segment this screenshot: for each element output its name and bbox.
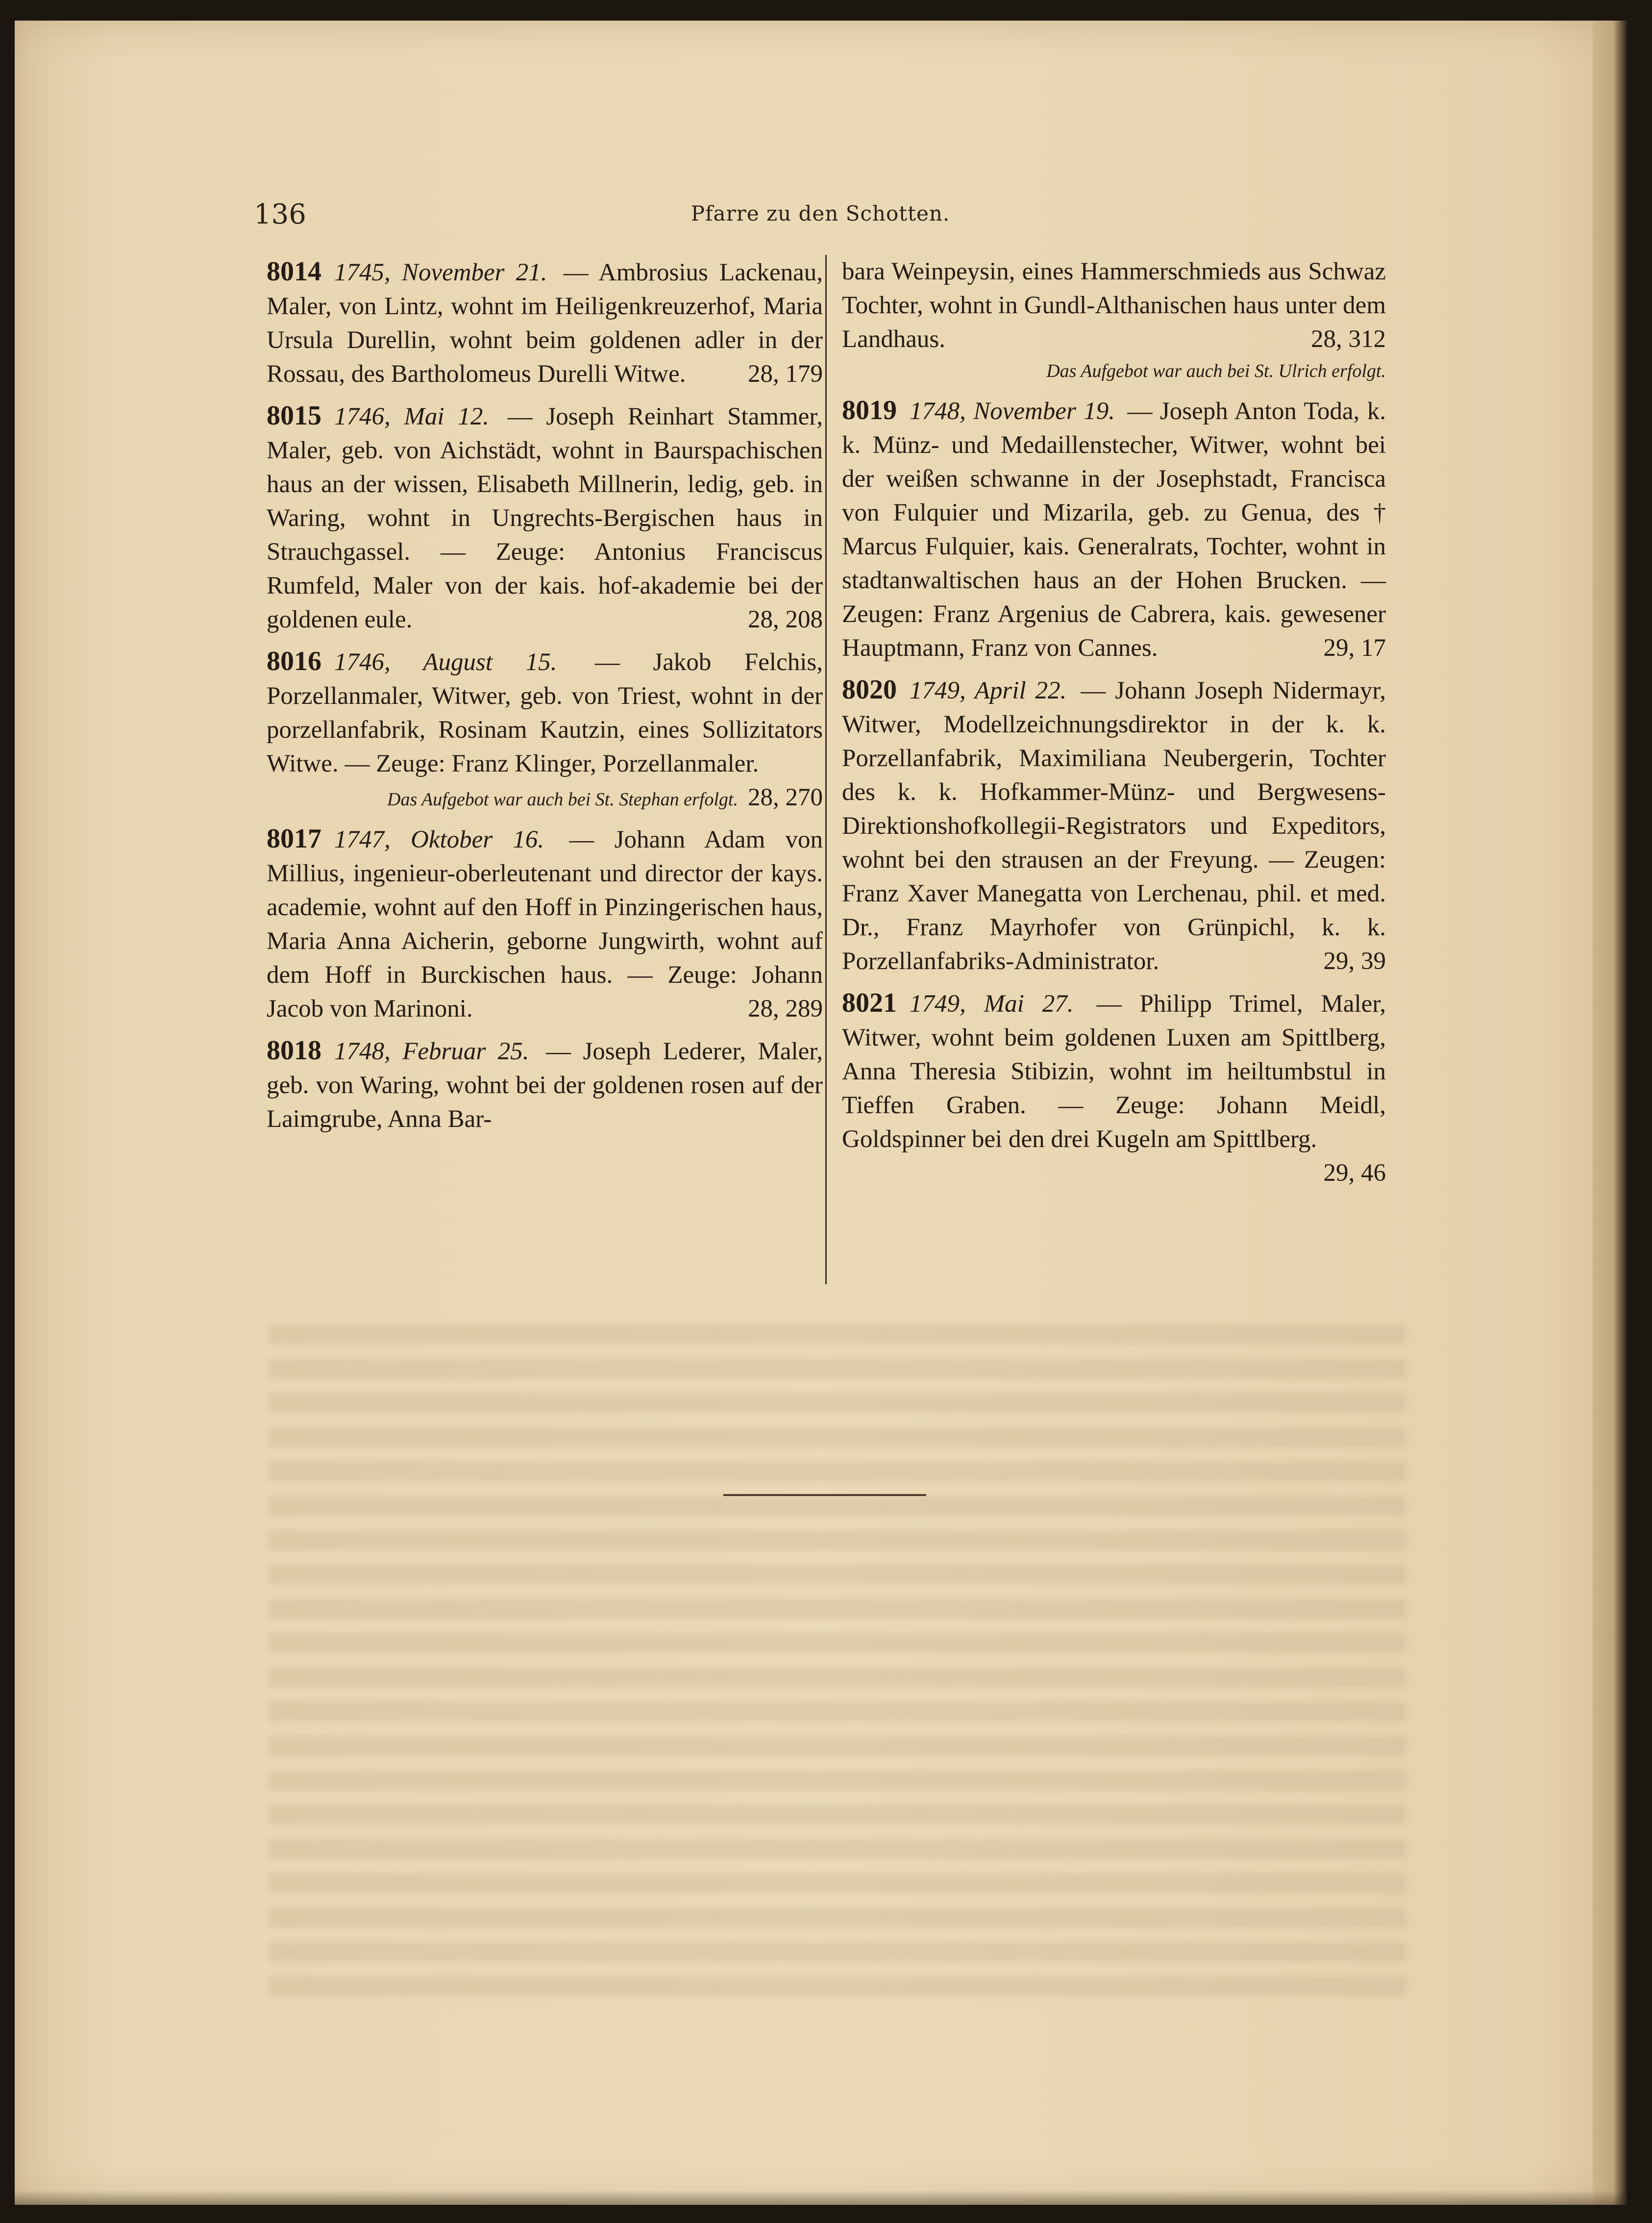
entry-date: 1745, November 21.: [334, 259, 547, 286]
entry-reference: 28, 179: [748, 360, 823, 388]
register-entry: [267, 822, 823, 1026]
page-edge: [1593, 21, 1627, 2205]
entry-text: — Ambrosius Lackenau, Maler, von Lintz, wohnt im Heiligenkreuzerhof, Maria Ursula Durellin, wohnt beim goldenen adler in der Rossau, des Bartholomeus Durelli Witwe.: [267, 259, 823, 388]
entry-number: 8019: [842, 395, 897, 425]
entry-text: — Joseph Lederer, Maler, geb. von Waring, wohnt bei der goldenen rosen auf der Laimgrube, Anna Bar-: [267, 1038, 823, 1133]
entry-number: 8021: [842, 988, 897, 1018]
entry-reference: 28, 312: [1311, 325, 1386, 353]
entry-text: — Philipp Trimel, Maler, Witwer, wohnt beim goldenen Luxen am Spittlberg, Anna Theresia Stibizin, wohnt im heiltumbstul in Tieffen Graben. — Zeuge: Johann Meidl, Goldspinner bei den drei Kugeln am Spittlberg.: [842, 990, 1386, 1153]
page-shadow: [15, 2190, 1627, 2205]
entry-date: 1749, April 22.: [910, 677, 1067, 704]
entry-text: — Jakob Felchis, Porzellanmaler, Witwer, geb. von Triest, wohnt in der porzellanfabrik, Rosinam Kautzin, eines Sollizitators Witwe. — Zeuge: Franz Klinger, Porzellanmaler.: [267, 649, 823, 777]
entry-reference: 29, 39: [1323, 948, 1386, 975]
entry-continuation: [842, 255, 1386, 356]
entry-number: 8020: [842, 674, 897, 705]
left-column: [267, 255, 823, 1144]
entry-text: — Joseph Anton Toda, k. k. Münz- und Medaillenstecher, Witwer, wohnt bei der weißen schwanne in der Josephstadt, Francisca von Fulquier und Mizarila, geb. zu Genua, des † Marcus Fulquier, kais. Generalrats, Tochter, wohnt in stadtanwaltischen haus an der Hohen Brucken. — Zeugen: Franz Argenius de Cabrera, kais. gewesener Hauptmann, Franz von Cannes.: [842, 398, 1386, 662]
entry-reference: 28, 208: [748, 606, 823, 633]
register-entry: [267, 1034, 823, 1136]
entry-note: Das Aufgebot war auch bei St. Stephan erfolgt.: [387, 789, 738, 810]
column-divider: [825, 255, 827, 1284]
register-entry: [267, 399, 823, 637]
entry-number: 8018: [267, 1035, 321, 1066]
entry-number: 8015: [267, 400, 321, 431]
register-entry: [842, 986, 1386, 1187]
right-column: [842, 255, 1386, 1190]
entry-number: 8014: [267, 256, 321, 287]
register-entry: [842, 673, 1386, 978]
entry-date: 1748, November 19.: [910, 398, 1115, 425]
section-end-rule: [723, 1494, 926, 1496]
entry-number: 8016: [267, 646, 321, 676]
continuation-text: bara Weinpeysin, eines Hammerschmieds aus Schwaz Tochter, wohnt in Gundl-Althanischen haus unter dem Landhaus.: [842, 258, 1386, 353]
entry-reference: 28, 289: [748, 995, 823, 1023]
entry-date: 1748, Februar 25.: [334, 1038, 529, 1065]
entry-text: — Johann Joseph Nidermayr, Witwer, Modellzeichnungsdirektor in der k. k. Porzellanfabrik, Maximiliana Neubergerin, Tochter des k. k. Hofkammer-Münz- und Bergwesens-Direktionshofkollegii-Registrators und Expeditors, wohnt bei den strausen an der Freyung. — Zeugen: Franz Xaver Manegatta von Lerchenau, phil. et med. Dr., Franz Mayrhofer von Grünpichl, k. k. Porzellanfabriks-Administrator.: [842, 677, 1386, 975]
show-through-text: [270, 1324, 1406, 2011]
entry-date: 1749, Mai 27.: [910, 990, 1074, 1018]
entry-date: 1746, Mai 12.: [334, 403, 490, 430]
entry-text: — Johann Adam von Millius, ingenieur-oberleutenant und director der kays. academie, wohnt auf den Hoff in Pinzingerischen haus, Maria Anna Aicherin, geborne Jungwirth, wohnt auf dem Hoff in Burckischen haus. — Zeuge: Johann Jacob von Marinoni.: [267, 826, 823, 1023]
page-header: [254, 199, 1387, 233]
entry-date: 1747, Oktober 16.: [334, 826, 544, 853]
entry-reference: 29, 46: [1323, 1159, 1386, 1187]
entry-text: — Joseph Reinhart Stammer, Maler, geb. von Aichstädt, wohnt in Baurspachischen haus an der wissen, Elisabeth Millnerin, ledig, geb. in Waring, wohnt in Ungrechts-Bergischen haus in Strauchgassel. — Zeuge: Antonius Franciscus Rumfeld, Maler von der kais. hof-akademie bei der goldenen eule.: [267, 403, 823, 633]
register-entry: [842, 394, 1386, 665]
entry-reference: 29, 17: [1323, 634, 1386, 662]
page-number: 136: [254, 199, 306, 230]
running-title: Pfarre zu den Schotten.: [690, 201, 950, 225]
register-entry: [267, 255, 823, 391]
entry-reference: 28, 270: [748, 784, 823, 811]
entry-note: Das Aufgebot war auch bei St. Ulrich erfolgt.: [1046, 361, 1386, 381]
entry-number: 8017: [267, 824, 321, 854]
entry-date: 1746, August 15.: [334, 649, 557, 676]
